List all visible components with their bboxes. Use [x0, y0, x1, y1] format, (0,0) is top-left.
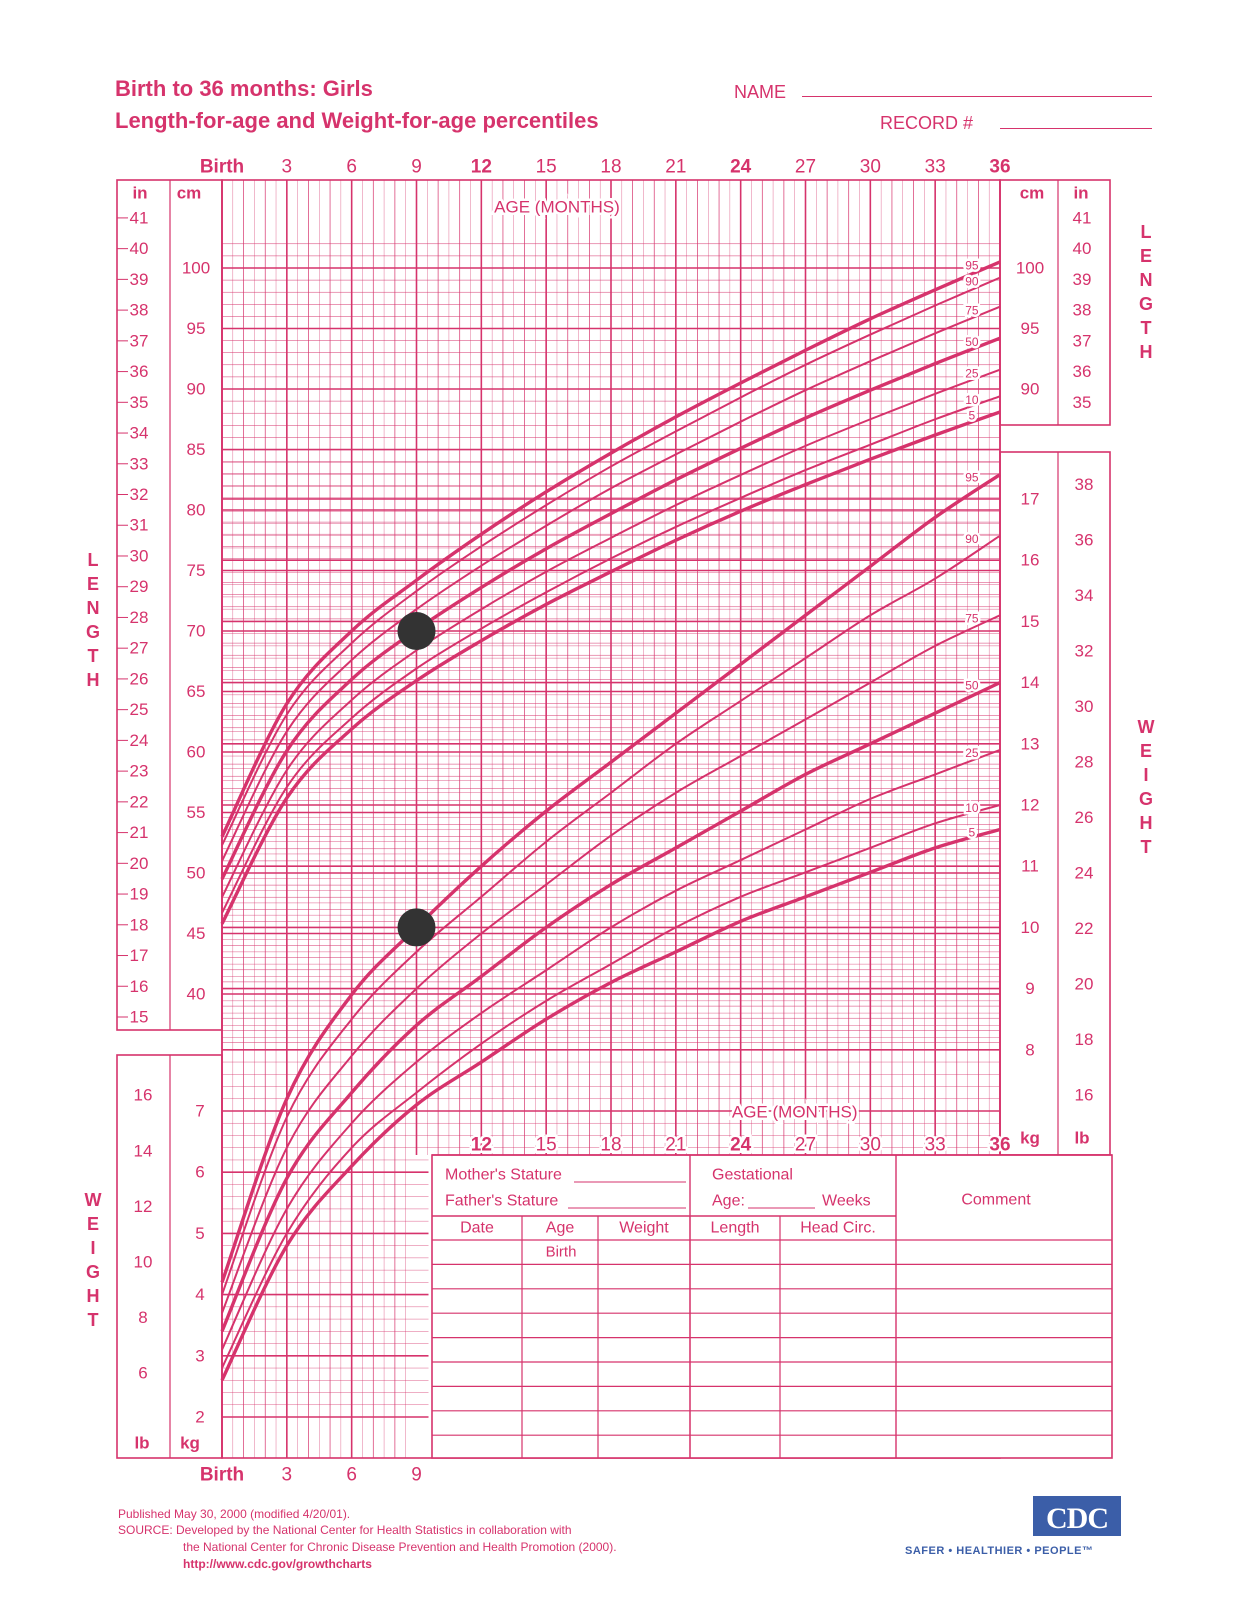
weight-percentile-label: 75: [965, 611, 979, 626]
weight-lb-tick: 10: [133, 1252, 153, 1272]
weight-lb-tick-right: 30: [1074, 697, 1094, 717]
length-cm-tick: 85: [186, 440, 206, 459]
x-tick-label: 3: [281, 156, 293, 178]
weight-percentile-label: 10: [965, 801, 979, 816]
unit-cm-left: cm: [176, 183, 202, 203]
length-side-label-right: N: [1139, 270, 1153, 290]
weight-lb-tick-right: 18: [1074, 1030, 1094, 1050]
x-tick-label: 9: [411, 156, 422, 178]
length-percentile-label: 5: [968, 408, 976, 423]
x-tick-label-lower: 27: [794, 1134, 817, 1156]
x-tick-label: Birth: [199, 156, 245, 178]
weight-lb-tick: 8: [138, 1307, 148, 1327]
length-in-tick: 29: [129, 577, 149, 597]
length-in-tick: 20: [129, 853, 149, 873]
length-percentile-label: 95: [965, 258, 979, 273]
weight-kg-tick-right: 13: [1020, 734, 1040, 754]
x-tick-label-bottom: Birth: [199, 1464, 245, 1486]
weight-lb-tick-right: 38: [1074, 475, 1094, 495]
x-tick-label: 15: [535, 156, 557, 178]
table-column-header: Date: [460, 1219, 494, 1237]
length-percentile-label: 75: [965, 303, 979, 318]
x-tick-label-bottom: 6: [346, 1464, 357, 1486]
table-column-header: Weight: [619, 1219, 669, 1237]
length-in-tick: 17: [129, 946, 149, 966]
unit-in-left: in: [132, 183, 148, 203]
length-in-tick: 23: [129, 761, 149, 781]
length-in-tick: 33: [129, 454, 149, 474]
length-cm-tick-right: 100: [1015, 258, 1045, 278]
published-note: Published May 30, 2000 (modified 4/20/01).: [118, 1507, 351, 1521]
length-in-tick: 41: [129, 208, 149, 228]
weight-percentile-label: 90: [965, 531, 979, 546]
source-url[interactable]: http://www.cdc.gov/growthcharts: [183, 1557, 372, 1571]
length-percentile-label: 90: [965, 274, 979, 289]
length-side-label-right: H: [1139, 342, 1153, 362]
weight-kg-tick-right: 15: [1020, 611, 1040, 631]
x-tick-label-lower: 12: [470, 1134, 492, 1156]
length-in-tick-right: 36: [1072, 362, 1092, 382]
weight-lb-tick-right: 16: [1074, 1085, 1094, 1105]
weight-lb-tick: 6: [138, 1363, 148, 1383]
weight-side-label-left: E: [86, 1214, 100, 1234]
length-in-tick: 40: [129, 239, 149, 259]
length-side-label-left: H: [86, 670, 100, 690]
length-cm-tick: 100: [181, 258, 211, 278]
mothers-stature-label: Mother's Stature: [445, 1166, 562, 1184]
length-cm-tick: 45: [186, 924, 206, 943]
table-column-header: Head Circ.: [800, 1219, 876, 1237]
length-percentile-label: 25: [965, 366, 979, 381]
unit-lb: lb: [134, 1433, 150, 1453]
length-in-tick: 18: [129, 915, 149, 935]
length-cm-tick-right: 90: [1020, 379, 1040, 399]
weight-lb-tick-right: 34: [1074, 586, 1094, 606]
x-tick-label: 24: [730, 156, 752, 178]
length-cm-tick: 60: [186, 742, 206, 762]
length-side-label-right: T: [1140, 318, 1152, 338]
weight-kg-tick: 2: [195, 1407, 205, 1427]
weight-kg-tick-right: 8: [1025, 1040, 1035, 1060]
weight-kg-tick: 3: [195, 1346, 205, 1366]
length-cm-tick: 90: [186, 379, 206, 399]
gestational-age-label: Age:: [712, 1192, 745, 1210]
weight-percentile-label: 50: [965, 678, 979, 693]
x-tick-label-lower: 33: [924, 1134, 946, 1156]
cdc-tagline: SAFER • HEALTHIER • PEOPLE™: [905, 1545, 1094, 1557]
length-in-tick: 37: [129, 331, 149, 351]
weight-lb-tick-right: 26: [1074, 808, 1094, 828]
unit-kg-right: kg: [1020, 1128, 1040, 1148]
length-in-tick: 32: [129, 485, 149, 505]
length-side-label-left: G: [85, 622, 101, 642]
length-in-tick-right: 35: [1072, 392, 1092, 412]
table-column-header: Age: [545, 1219, 575, 1237]
length-in-tick: 26: [129, 669, 149, 689]
weight-side-label-left: H: [86, 1286, 100, 1306]
length-cm-tick: 55: [186, 803, 206, 822]
weight-measurement-point: [398, 908, 436, 946]
unit-lb-right: lb: [1074, 1128, 1090, 1148]
x-tick-label: 36: [989, 156, 1011, 178]
weight-percentile-label: 95: [965, 470, 979, 485]
weight-kg-tick-right: 10: [1020, 917, 1040, 937]
length-in-tick: 24: [129, 730, 149, 750]
x-tick-label: 12: [470, 156, 492, 178]
x-tick-label: 30: [859, 156, 881, 178]
source-note-1: SOURCE: Developed by the National Center for Health Statistics in collaboration with: [118, 1523, 572, 1537]
x-tick-label-lower: 36: [989, 1134, 1011, 1156]
chart-subtitle: Length-for-age and Weight-for-age percentiles: [115, 108, 599, 133]
source-note-2: the National Center for Chronic Disease Prevention and Health Promotion (2000).: [183, 1540, 617, 1554]
right-weight-scale: [1000, 452, 1110, 1155]
length-in-tick: 19: [129, 884, 149, 904]
x-tick-label: 21: [665, 156, 687, 178]
weight-kg-tick-right: 17: [1020, 489, 1040, 509]
length-cm-tick: 75: [186, 561, 206, 580]
weeks-label: Weeks: [822, 1192, 871, 1210]
cdc-logo: [1033, 1496, 1121, 1536]
x-tick-label: 18: [600, 156, 622, 178]
fathers-stature-label: Father's Stature: [445, 1192, 559, 1210]
table-column-header: Length: [710, 1219, 760, 1237]
length-cm-tick-right: 95: [1020, 319, 1040, 338]
length-side-label-left: E: [86, 574, 100, 594]
length-in-tick: 22: [129, 792, 149, 812]
unit-kg: kg: [180, 1433, 200, 1453]
weight-lb-tick-right: 20: [1074, 974, 1094, 994]
length-side-label-left: T: [87, 646, 99, 666]
length-side-label-left: N: [86, 598, 100, 618]
weight-side-label-right: I: [1143, 765, 1149, 785]
length-in-tick: 16: [129, 976, 149, 996]
length-in-tick: 15: [129, 1007, 149, 1027]
length-in-tick: 36: [129, 362, 149, 382]
x-axis-title-lower: AGE (MONTHS): [731, 1102, 858, 1122]
length-cm-tick: 40: [186, 984, 206, 1004]
weight-kg-tick-right: 14: [1020, 673, 1040, 693]
weight-lb-tick-right: 36: [1074, 530, 1094, 550]
weight-side-label-right: T: [1140, 837, 1152, 857]
length-cm-tick: 70: [186, 621, 206, 641]
x-tick-label-lower: 24: [730, 1134, 752, 1156]
weight-lb-tick-right: 28: [1074, 752, 1094, 772]
x-tick-label-lower: 30: [859, 1134, 881, 1156]
length-in-tick: 28: [129, 607, 149, 627]
length-in-tick: 31: [129, 515, 149, 535]
weight-percentile-label: 25: [965, 745, 979, 760]
weight-kg-tick: 4: [195, 1285, 205, 1305]
length-in-tick: 35: [129, 392, 149, 412]
weight-side-label-right: W: [1137, 717, 1155, 737]
weight-side-label-left: T: [87, 1310, 99, 1330]
length-cm-tick: 50: [186, 863, 206, 883]
first-age-birth: Birth: [545, 1243, 577, 1261]
x-axis-title: AGE (MONTHS): [494, 197, 620, 217]
gestational-label: Gestational: [712, 1166, 793, 1184]
x-tick-label-lower: 15: [535, 1134, 557, 1156]
weight-side-label-right: G: [1138, 789, 1154, 809]
x-tick-label: 6: [346, 156, 357, 178]
length-in-tick-right: 38: [1072, 300, 1092, 320]
weight-side-label-right: H: [1139, 813, 1153, 833]
weight-kg-tick: 5: [195, 1223, 205, 1243]
record-label: RECORD #: [880, 113, 974, 133]
length-in-tick: 21: [129, 823, 149, 843]
length-side-label-right: E: [1139, 246, 1153, 266]
length-in-tick-right: 37: [1072, 331, 1092, 351]
length-in-tick-right: 40: [1072, 239, 1092, 259]
x-tick-label-bottom: 9: [411, 1464, 422, 1486]
length-in-tick: 34: [129, 423, 149, 443]
weight-kg-tick-right: 16: [1020, 550, 1040, 570]
x-tick-label-bottom: 3: [281, 1464, 293, 1486]
weight-kg-tick-right: 11: [1021, 856, 1039, 876]
weight-lb-tick: 16: [133, 1085, 153, 1105]
length-percentile-label: 10: [965, 392, 979, 407]
weight-kg-tick: 6: [195, 1162, 205, 1182]
weight-side-label-left: G: [85, 1262, 101, 1282]
length-cm-tick: 95: [186, 319, 206, 338]
weight-side-label-left: I: [90, 1238, 96, 1258]
x-tick-label: 33: [924, 156, 946, 178]
weight-percentile-label: 5: [968, 825, 976, 840]
length-in-tick: 30: [129, 546, 149, 566]
unit-cm-right: cm: [1019, 183, 1045, 203]
length-side-label-left: L: [87, 550, 99, 570]
comment-label: Comment: [961, 1191, 1031, 1209]
x-tick-label-lower: 21: [665, 1134, 687, 1156]
right-length-scale: [1000, 180, 1110, 425]
weight-kg-tick-right: 9: [1025, 979, 1035, 999]
weight-lb-tick: 14: [133, 1141, 153, 1161]
length-cm-tick: 65: [186, 682, 206, 701]
length-in-tick: 38: [129, 300, 149, 320]
name-label: NAME: [734, 82, 787, 102]
length-side-label-right: G: [1138, 294, 1154, 314]
weight-lb-tick-right: 24: [1074, 863, 1094, 883]
length-percentile-label: 50: [965, 334, 979, 349]
length-measurement-point: [398, 612, 436, 650]
length-in-tick: 27: [129, 638, 149, 658]
weight-lb-tick-right: 22: [1074, 919, 1094, 939]
weight-kg-tick-right: 12: [1020, 795, 1040, 815]
chart-title: Birth to 36 months: Girls: [115, 76, 373, 101]
unit-in-right: in: [1073, 183, 1089, 203]
x-tick-label-lower: 18: [600, 1134, 622, 1156]
length-cm-tick: 80: [186, 500, 206, 520]
length-in-tick-right: 41: [1072, 208, 1092, 228]
weight-lb-tick-right: 32: [1074, 641, 1094, 661]
length-in-tick-right: 39: [1072, 269, 1092, 289]
weight-side-label-right: E: [1139, 741, 1153, 761]
weight-lb-tick: 12: [133, 1196, 153, 1216]
x-tick-label: 27: [794, 156, 817, 178]
length-in-tick: 25: [129, 700, 149, 720]
length-side-label-right: L: [1140, 222, 1152, 242]
length-in-tick: 39: [129, 269, 149, 289]
cdc-logo-text: CDC: [1046, 1502, 1108, 1535]
weight-kg-tick: 7: [195, 1101, 205, 1121]
weight-side-label-left: W: [84, 1190, 102, 1210]
